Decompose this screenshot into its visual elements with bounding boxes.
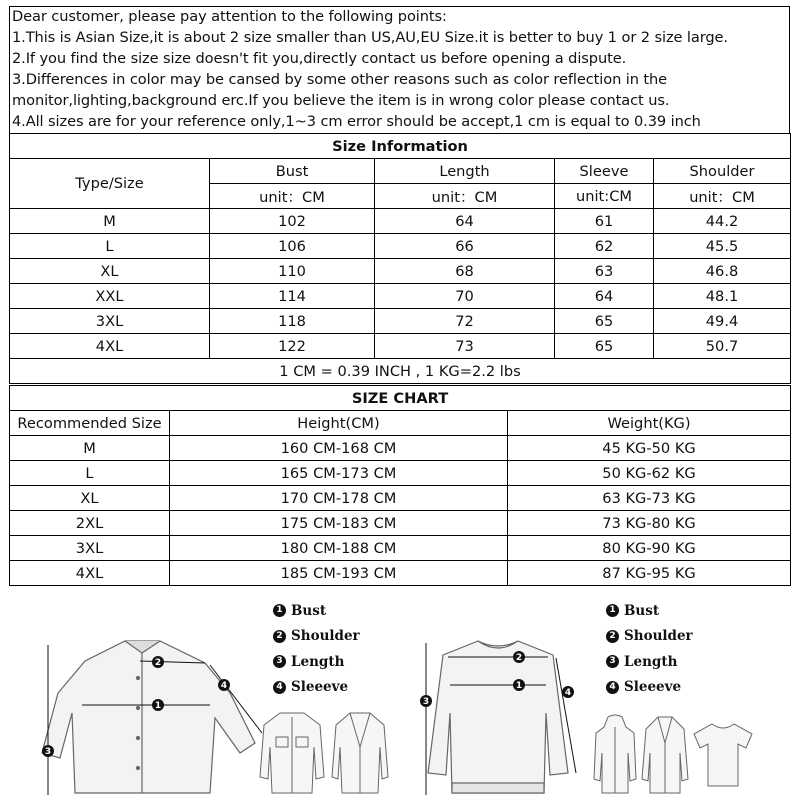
sleeve-unit: unit:CM bbox=[555, 184, 654, 209]
legend-item-sleeve: 4 Sleeeve bbox=[606, 675, 693, 701]
legend-right bbox=[606, 598, 693, 700]
svg-text:4: 4 bbox=[564, 688, 572, 698]
size-chart-title: SIZE CHART bbox=[10, 386, 791, 411]
size-cell: L bbox=[10, 461, 170, 486]
blazer-icon bbox=[330, 707, 390, 797]
notice-line-4: 4.All sizes are for your reference only,1~3 cm error should be accept,1 cm is equal to 0.39 inch bbox=[12, 113, 701, 130]
size-cell: 3XL bbox=[10, 309, 210, 334]
svg-text:2: 2 bbox=[515, 653, 523, 663]
size-chart-header-row bbox=[10, 411, 791, 436]
notice-line-greeting: Dear customer, please pay attention to the following points: bbox=[12, 8, 447, 25]
marker-3-icon bbox=[42, 745, 54, 757]
weight-cell: 63 KG-73 KG bbox=[508, 486, 791, 511]
notice-line-2: 2.If you find the size size doesn't fit you,directly contact us before opening a dispute. bbox=[12, 50, 627, 67]
table-row bbox=[10, 334, 791, 359]
size-info-header-row bbox=[10, 159, 791, 184]
svg-text:4: 4 bbox=[220, 681, 228, 691]
sleeve-cell: 62 bbox=[555, 234, 654, 259]
size-cell: 4XL bbox=[10, 561, 170, 586]
table-row bbox=[10, 259, 791, 284]
size-cell: 2XL bbox=[10, 511, 170, 536]
number-1-icon: 1 bbox=[273, 604, 286, 617]
sleeve-cell: 65 bbox=[555, 309, 654, 334]
notice-line-1: 1.This is Asian Size,it is about 2 size smaller than US,AU,EU Size.it is better to buy 1 or 2 size large. bbox=[12, 29, 728, 46]
table-row bbox=[10, 561, 791, 586]
bust-cell: 114 bbox=[210, 284, 375, 309]
table-row bbox=[10, 436, 791, 461]
length-cell: 66 bbox=[375, 234, 555, 259]
bust-cell: 106 bbox=[210, 234, 375, 259]
table-row bbox=[10, 511, 791, 536]
height-cell: 165 CM-173 CM bbox=[170, 461, 508, 486]
height-cell: 160 CM-168 CM bbox=[170, 436, 508, 461]
weight-header: Weight(KG) bbox=[508, 411, 791, 436]
size-cell: XL bbox=[10, 259, 210, 284]
marker-3-icon bbox=[420, 695, 432, 707]
marker-4-icon bbox=[562, 686, 574, 698]
sleeve-header: Sleeve bbox=[555, 159, 654, 184]
length-cell: 68 bbox=[375, 259, 555, 284]
marker-1-icon bbox=[513, 679, 525, 691]
legend-item-sleeve: 4 Sleeeve bbox=[273, 675, 360, 701]
svg-text:3: 3 bbox=[44, 747, 52, 757]
cardigan-icon bbox=[640, 713, 690, 797]
size-info-title-row bbox=[10, 134, 791, 159]
marker-1-icon bbox=[152, 699, 164, 711]
height-cell: 180 CM-188 CM bbox=[170, 536, 508, 561]
number-2-icon: 2 bbox=[606, 630, 619, 643]
tshirt-icon bbox=[690, 720, 756, 790]
table-row bbox=[10, 461, 791, 486]
height-header: Height(CM) bbox=[170, 411, 508, 436]
svg-text:2: 2 bbox=[154, 658, 162, 668]
height-cell: 170 CM-178 CM bbox=[170, 486, 508, 511]
weight-cell: 87 KG-95 KG bbox=[508, 561, 791, 586]
weight-cell: 73 KG-80 KG bbox=[508, 511, 791, 536]
marker-2-icon bbox=[513, 651, 525, 663]
legend-item-shoulder: 2 Shoulder bbox=[606, 624, 693, 650]
conversion-note: 1 CM = 0.39 INCH , 1 KG=2.2 lbs bbox=[10, 359, 791, 384]
legend-left bbox=[273, 598, 360, 700]
number-4-icon: 4 bbox=[606, 681, 619, 694]
length-unit: unit：CM bbox=[375, 184, 555, 209]
marker-2-icon bbox=[152, 656, 164, 668]
size-info-title: Size Information bbox=[10, 134, 791, 159]
bust-unit: unit：CM bbox=[210, 184, 375, 209]
legend-item-shoulder: 2 Shoulder bbox=[273, 624, 360, 650]
jacket-icon bbox=[258, 707, 326, 797]
legend-item-bust: 1 Bust bbox=[606, 598, 693, 624]
size-cell: 3XL bbox=[10, 536, 170, 561]
table-row bbox=[10, 536, 791, 561]
size-chart-title-row bbox=[10, 386, 791, 411]
bust-cell: 118 bbox=[210, 309, 375, 334]
size-cell: XL bbox=[10, 486, 170, 511]
table-row bbox=[10, 209, 791, 234]
shoulder-unit: unit：CM bbox=[654, 184, 791, 209]
size-cell: M bbox=[10, 436, 170, 461]
notice-box bbox=[9, 6, 790, 133]
sleeve-cell: 64 bbox=[555, 284, 654, 309]
table-row bbox=[10, 486, 791, 511]
bust-header: Bust bbox=[210, 159, 375, 184]
number-3-icon: 3 bbox=[606, 655, 619, 668]
recommended-size-header: Recommended Size bbox=[10, 411, 170, 436]
shirt-measurement-diagram bbox=[30, 633, 270, 800]
shoulder-cell: 46.8 bbox=[654, 259, 791, 284]
shoulder-cell: 45.5 bbox=[654, 234, 791, 259]
number-4-icon: 4 bbox=[273, 681, 286, 694]
svg-text:1: 1 bbox=[515, 681, 523, 691]
table-row bbox=[10, 234, 791, 259]
legend-item-length: 3 Length bbox=[273, 649, 360, 675]
shoulder-cell: 44.2 bbox=[654, 209, 791, 234]
weight-cell: 80 KG-90 KG bbox=[508, 536, 791, 561]
svg-text:3: 3 bbox=[422, 697, 430, 707]
table-row bbox=[10, 309, 791, 334]
size-cell: XXL bbox=[10, 284, 210, 309]
notice-line-3a: 3.Differences in color may be cansed by some other reasons such as color reflection in the bbox=[12, 71, 668, 88]
notice-line-3b: monitor,lighting,background erc.If you believe the item is in wrong color please contact us. bbox=[12, 92, 670, 109]
shoulder-cell: 50.7 bbox=[654, 334, 791, 359]
size-cell: 4XL bbox=[10, 334, 210, 359]
sweater-measurement-diagram bbox=[418, 633, 583, 800]
length-cell: 64 bbox=[375, 209, 555, 234]
size-information-table bbox=[9, 133, 791, 384]
svg-text:1: 1 bbox=[154, 701, 162, 711]
shoulder-cell: 48.1 bbox=[654, 284, 791, 309]
size-cell: M bbox=[10, 209, 210, 234]
sleeve-cell: 61 bbox=[555, 209, 654, 234]
bust-cell: 122 bbox=[210, 334, 375, 359]
sleeve-cell: 63 bbox=[555, 259, 654, 284]
bust-cell: 110 bbox=[210, 259, 375, 284]
length-cell: 72 bbox=[375, 309, 555, 334]
table-row bbox=[10, 284, 791, 309]
type-size-header: Type/Size bbox=[10, 159, 210, 209]
conversion-row bbox=[10, 359, 791, 384]
shoulder-cell: 49.4 bbox=[654, 309, 791, 334]
marker-4-icon bbox=[218, 679, 230, 691]
size-cell: L bbox=[10, 234, 210, 259]
number-2-icon: 2 bbox=[273, 630, 286, 643]
sleeve-cell: 65 bbox=[555, 334, 654, 359]
length-header: Length bbox=[375, 159, 555, 184]
length-cell: 70 bbox=[375, 284, 555, 309]
weight-cell: 50 KG-62 KG bbox=[508, 461, 791, 486]
measurement-illustrations bbox=[0, 595, 800, 800]
number-3-icon: 3 bbox=[273, 655, 286, 668]
hoodie-icon bbox=[592, 713, 638, 797]
number-1-icon: 1 bbox=[606, 604, 619, 617]
legend-item-bust: 1 Bust bbox=[273, 598, 360, 624]
length-cell: 73 bbox=[375, 334, 555, 359]
height-cell: 175 CM-183 CM bbox=[170, 511, 508, 536]
height-cell: 185 CM-193 CM bbox=[170, 561, 508, 586]
shoulder-header: Shoulder bbox=[654, 159, 791, 184]
legend-item-length: 3 Length bbox=[606, 649, 693, 675]
bust-cell: 102 bbox=[210, 209, 375, 234]
weight-cell: 45 KG-50 KG bbox=[508, 436, 791, 461]
size-chart-table bbox=[9, 385, 791, 586]
